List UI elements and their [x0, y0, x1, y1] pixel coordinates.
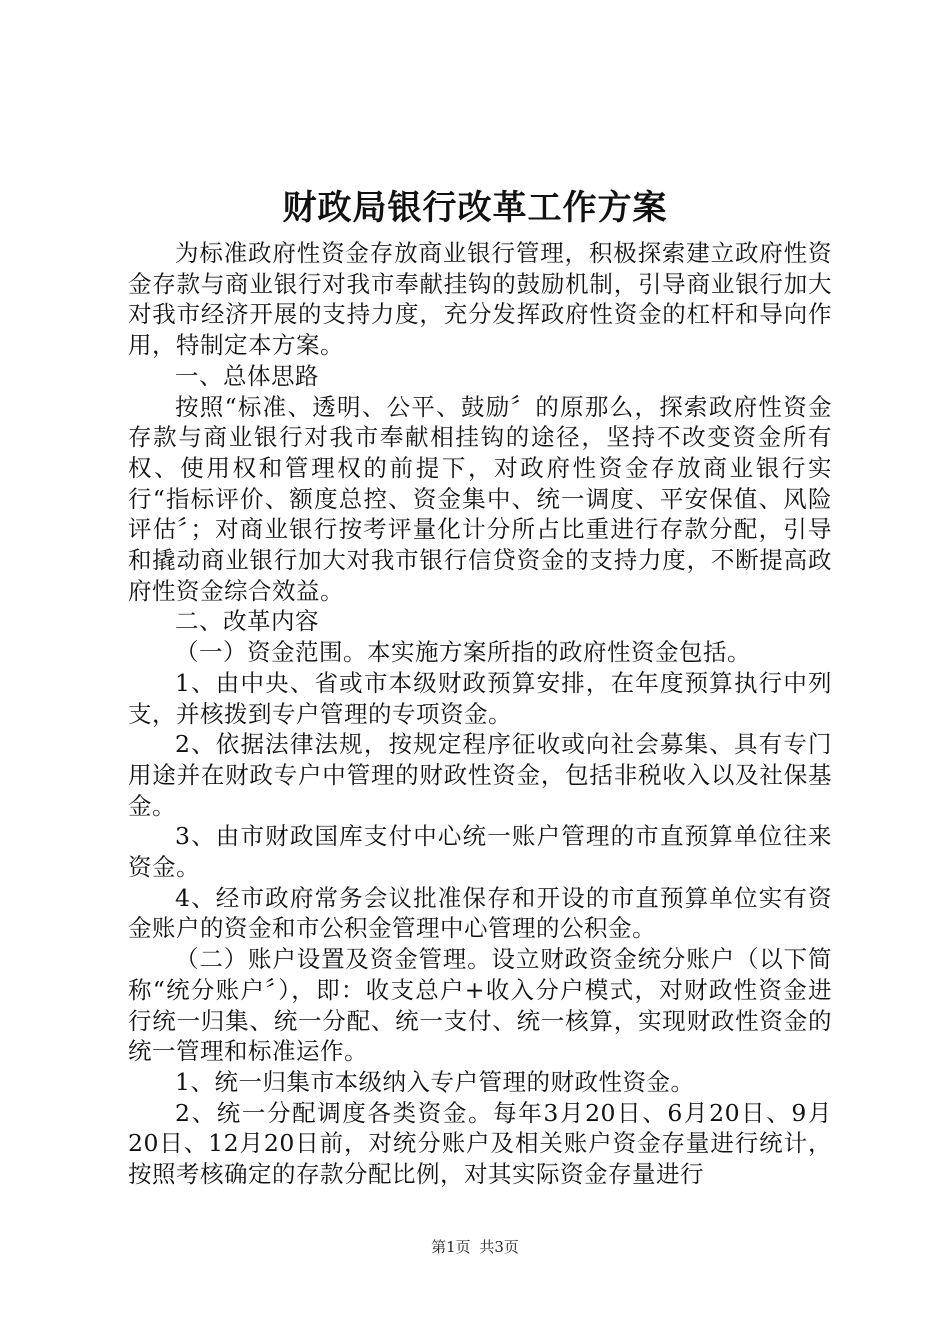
- subsection-account-setup: （二）账户设置及资金管理。设立财政资金统分账户（以下简称“统分账户〞），即：收支总户+收入分户模式，对财政性资金进行统一归集、统一分配、统一支付、统一核算，实现财政性资金的统一管理和标准运作。: [128, 945, 832, 1066]
- page-total: 共3页: [479, 1238, 519, 1256]
- page-number: 第1页: [431, 1238, 471, 1256]
- document-title: 财政局银行改革工作方案: [282, 188, 668, 228]
- list-item-3: 3、由市财政国库支付中心统一账户管理的市直预算单位往来资金。: [128, 822, 832, 882]
- subsection-fund-scope: （一）资金范围。本实施方案所指的政府性资金包括。: [175, 638, 751, 667]
- list-item-1: 1、由中央、省或市本级财政预算安排，在年度预算执行中列支，并核拨到专户管理的专项资金。: [128, 668, 832, 728]
- list-item-2: 2、依据法律法规，按规定程序征收或向社会募集、具有专门用途并在财政专户中管理的财政性资金，包括非税收入以及社保基金。: [128, 730, 832, 820]
- section-heading-overall: 一、总体思路: [175, 361, 319, 390]
- intro-paragraph: 为标准政府性资金存放商业银行管理，积极探索建立政府性资金存款与商业银行对我市奉献挂钩的鼓励机制，引导商业银行加大对我市经济开展的支持力度，充分发挥政府性资金的杠杆和导向作用，特制定本方案。: [128, 239, 832, 360]
- account-item-2: 2、统一分配调度各类资金。每年3月20日、6月20日、9月20日、12月20日前，对统分账户及相关账户资金存量进行统计，按照考核确定的存款分配比例，对其实际资金存量进行: [128, 1098, 832, 1189]
- account-item-1: 1、统一归集市本级纳入专户管理的财政性资金。: [175, 1067, 695, 1096]
- page-footer: [0, 1236, 950, 1257]
- overall-paragraph: 按照“标准、透明、公平、鼓励〞的原那么，探索政府性资金存款与商业银行对我市奉献相挂钩的途径，坚持不改变资金所有权、使用权和管理权的前提下，对政府性资金存放商业银行实行“指标评价、额度总控、资金集中、统一调度、平安保值、风险评估〞；对商业银行按考评量化计分所占比重进行存款分配，引导和撬动商业银行加大对我市银行信贷资金的支持力度，不断提高政府性资金综合效益。: [128, 392, 832, 605]
- document-body: [128, 238, 832, 1190]
- list-item-4: 4、经市政府常务会议批准保存和开设的市直预算单位实有资金账户的资金和市公积金管理中心管理的公积金。: [128, 883, 832, 943]
- section-heading-reform: 二、改革内容: [175, 607, 319, 636]
